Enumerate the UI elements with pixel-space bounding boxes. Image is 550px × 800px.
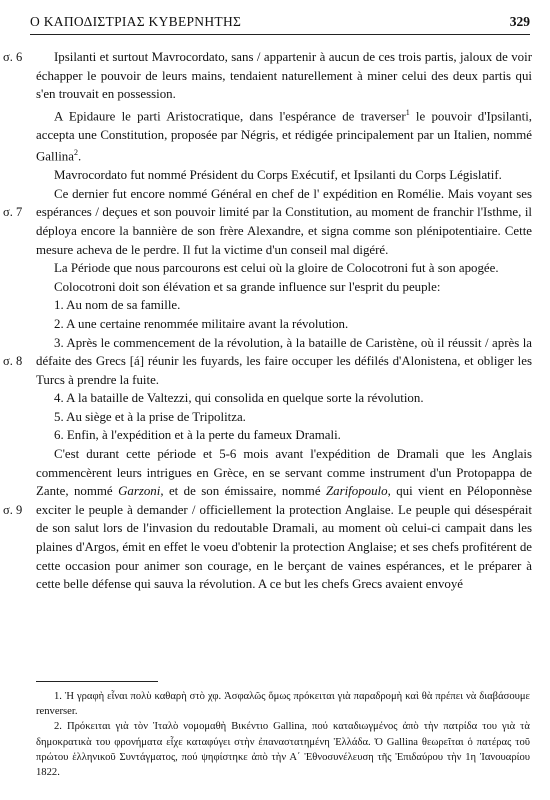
header-title: Ο ΚΑΠΟΔΙΣΤΡΙΑΣ ΚΥΒΕΡΝΗΤΗΣ (30, 14, 242, 29)
paragraph-text: , qui vient en Péloponnèse exciter le peuple à demander / officiellement la protection Anglaise. Le peuple qui désespérait de son salut lors de l'invasion du redoutable Dramali, au moment où celui-ci campait dans les plaines d'Argos, émit en effet le voeu d'obtenir la protection Anglaise; et ses chefs profitérent de cette occasion pour animer son courage, en le berçant de vaines espérances, et le préparer à cette belle défense qui sauva la révolution. A ce but les chefs Grecs avaient envoyé (36, 484, 532, 592)
footnote (36, 719, 530, 780)
paragraph (36, 166, 532, 185)
paragraph (36, 259, 532, 278)
footnote-text: 2. Πρόκειται γιὰ τὸν Ἰταλὸ νομομαθὴ Βικέντιο Gallina, πού καταδιωγμένος ἀπὸ τὴν πατρίδα του γιὰ τὰ δημοκρατικὰ του φρονήματα εἶχε καταφύγει στὴν ἐπαναστατημένη Ἑλλάδα. Ὁ Gallina θεωρεῖται ὁ πατέρας τοῦ πρώτου ἑλληνικοῦ Συντάγματος, πού ψηφίστηκε ἀπὸ τὴν Α΄ Ἐθνοσυνέλευση τῆς Ἐπιδαύρου τὴν 1η Ἰανουαρίου 1822. (36, 721, 530, 779)
paragraph (3, 48, 532, 104)
list-item (36, 426, 532, 445)
list-item-text: 1. Au nom de sa famille. (54, 298, 181, 313)
footnote (36, 689, 530, 719)
list-item-text: 4. A la bataille de Valtezzi, qui consolida en quelque sorte la révolution. (54, 391, 424, 406)
paragraph-text: , et de son émissaire, nommé (160, 484, 326, 499)
paragraph-text: A Epidaure le parti Aristocratique, dans l'espérance de traverser (54, 109, 406, 124)
footnote-text: 1. Ἡ γραφὴ εἶναι πολὺ καθαρὴ στὸ χφ. Ἀσφαλῶς ὅμως πρόκειται γιὰ παραδρομὴ καὶ θὰ πρέπει νὰ διαβάσουμε renverser. (36, 691, 530, 718)
paragraph-text: Ce dernier fut encore nommé Général en chef de l' expédition en Romélie. Mais voyant ses espérances / deçues et son pouvoir limité par la Constitution, au moment de franchir l'Isthme, il déploya encore la bannière de son frère Alexandre, et signa comme son plénipotentiaire. Cette mesure acheva de le perdre. Il fut la victime d'un conseil mal digéré. (36, 186, 532, 257)
paragraph-text: La Période que nous parcourons est celui où la gloire de Colocotroni fut à son apogée. (54, 261, 499, 276)
list-item (36, 296, 532, 315)
margin-note-s6: σ. 6 (3, 50, 23, 64)
paragraph-text: . (77, 149, 82, 164)
paragraph-text: Mavrocordato fut nommé Président du Corps Exécutif, et Ipsilanti du Corps Législatif. (54, 168, 502, 183)
name-garzoni: Garzoni (118, 484, 161, 499)
list-item (3, 334, 532, 390)
paragraph-text: Colocotroni doit son élévation et sa grande influence sur l'esprit du peuple: (54, 279, 441, 294)
list-item (36, 389, 532, 408)
running-header (30, 14, 530, 35)
footnote-ref[interactable]: 1 (405, 107, 410, 117)
paragraph-text: le pouvoir d'Ipsilanti, accepta une Constitution, proposée par Négris, et rédigée principalement par un Italien, nommé Gallina (36, 109, 533, 164)
list-item (36, 408, 532, 427)
list-item-text: 5. Au siège et à la prise de Tripolitza. (54, 409, 246, 424)
page-number: 329 (509, 14, 530, 29)
footnote-ref[interactable]: 2 (73, 148, 78, 158)
list-item (36, 315, 532, 334)
margin-note-s9: σ. 9 (3, 502, 23, 517)
paragraph (3, 445, 532, 594)
list-item-text: 3. Après le commencement de la révolution, à la bataille de Caristène, où il réussit / après la défaite des Grecs [á] réunir les fuyards, les faire occuper les défilés d'Alonistena, et obliger les Turcs à prendre la fuite. (36, 335, 532, 387)
margin-note-s8: σ. 8 (3, 354, 23, 369)
paragraph-text: C'est durant cette période et 5-6 mois avant l'expédition de Dramali que les Anglais commencèrent leurs intrigues en Grèce, en se servant comme instrument d'un Protopappa de Zante, nommé (36, 447, 532, 499)
footnote-divider (36, 681, 158, 682)
paragraph (36, 104, 532, 166)
paragraph (3, 185, 532, 259)
paragraph (36, 278, 532, 297)
footnotes (36, 689, 530, 780)
name-zarifopoulo: Zarifopoulo (325, 484, 388, 499)
list-item-text: 2. A une certaine renommée militaire avant la révolution. (54, 316, 349, 331)
paragraph-text: Ipsilanti et surtout Mavrocordato, sans / appartenir à aucun de ces trois partis, jaloux de voir échapper le pouvoir de leurs mains, tendaient naturellement à miner celui des deux partis qui s'en trouvait en possession. (36, 50, 532, 102)
margin-note-s7: σ. 7 (3, 205, 23, 220)
list-item-text: 6. Enfin, à l'expédition et à la perte du fameux Dramali. (54, 428, 341, 443)
main-text (3, 48, 533, 594)
